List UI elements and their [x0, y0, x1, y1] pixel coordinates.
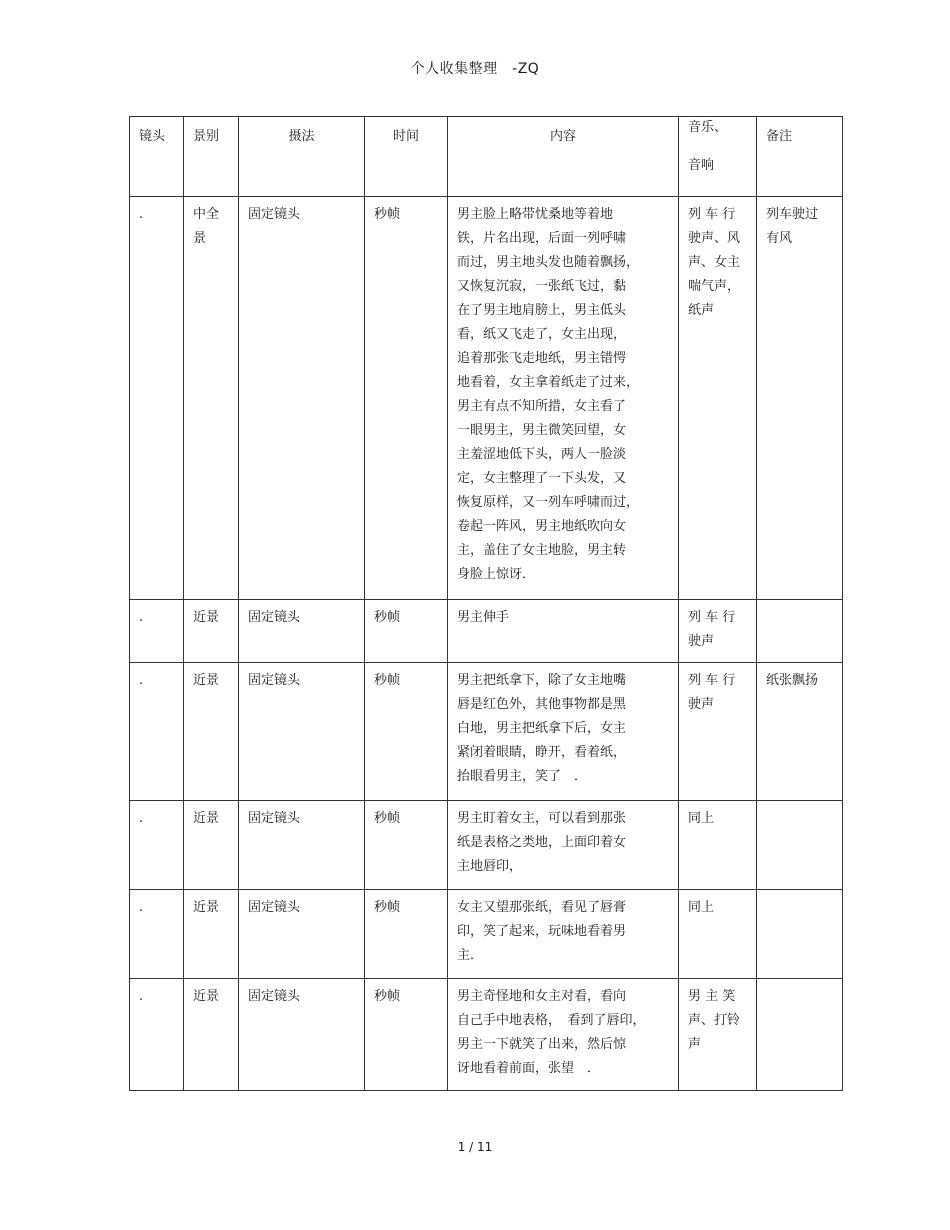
- cell-technique: 固定镜头: [239, 663, 365, 801]
- cell-content: 男主盯着女主，可以看到那张 纸是表格之类地，上面印着女 主地唇印，: [448, 801, 679, 890]
- column-header-sound: 音乐、 音响: [679, 117, 757, 197]
- column-header-scale: 景别: [184, 117, 239, 197]
- table-header-row: [130, 117, 843, 197]
- cell-note: 纸张飘扬: [757, 663, 843, 801]
- cell-shot: .: [130, 197, 184, 600]
- cell-note: [757, 979, 843, 1091]
- cell-content: 男主伸手: [448, 600, 679, 663]
- cell-sound: 列 车 行 驶声: [679, 663, 757, 801]
- table-row: [130, 197, 843, 600]
- cell-content: 男主把纸拿下，除了女主地嘴 唇是红色外，其他事物都是黑 白地，男主把纸拿下后，女主 紧闭着眼睛，睁开，看着纸， 抬眼看男主，笑了 ．: [448, 663, 679, 801]
- cell-note: 列车驶过 有风: [757, 197, 843, 600]
- cell-technique: 固定镜头: [239, 600, 365, 663]
- page-number: 1 / 11: [457, 1140, 493, 1154]
- table-row: [130, 801, 843, 890]
- cell-shot: .: [130, 890, 184, 979]
- cell-sound: 同上: [679, 890, 757, 979]
- cell-duration: 秒帧: [365, 801, 448, 890]
- cell-technique: 固定镜头: [239, 197, 365, 600]
- cell-duration: 秒帧: [365, 979, 448, 1091]
- cell-technique: 固定镜头: [239, 801, 365, 890]
- column-header-shot: 镜头: [130, 117, 184, 197]
- storyboard-table: [129, 116, 843, 1091]
- cell-content: 男主脸上略带忧桑地等着地 铁，片名出现，后面一列呼啸 而过，男主地头发也随着飘扬， 又恢复沉寂，一张纸飞过，黏 在了男主地肩膀上，男主低头 看，纸又飞走了，女主出现， 追着那张飞走地纸，男主错愕 地看着，女主拿着纸走了过来， 男主有点不知所措，女主看了 一眼男主，男主微笑回望，女 主羞涩地低下头，两人一脸淡 定，女主整理了一下头发，又 恢复原样，又一列车呼啸而过， 卷起一阵风，男主地纸吹向女 主，盖住了女主地脸，男主转 身脸上惊讶．: [448, 197, 679, 600]
- cell-shot: .: [130, 979, 184, 1091]
- column-header-content: 内容: [448, 117, 679, 197]
- table-row: [130, 890, 843, 979]
- cell-duration: 秒帧: [365, 663, 448, 801]
- cell-content: 女主又望那张纸，看见了唇膏 印，笑了起来，玩味地看着男 主．: [448, 890, 679, 979]
- cell-shot: .: [130, 801, 184, 890]
- cell-content: 男主奇怪地和女主对看，看向 自己手中地表格， 看到了唇印， 男主一下就笑了出来，然后惊 讶地看着前面，张望 ．: [448, 979, 679, 1091]
- cell-note: [757, 890, 843, 979]
- cell-scale: 近景: [184, 600, 239, 663]
- cell-scale: 近景: [184, 979, 239, 1091]
- cell-duration: 秒帧: [365, 600, 448, 663]
- cell-shot: .: [130, 663, 184, 801]
- cell-sound: 列 车 行 驶声、风 声、女主 喘气声， 纸声: [679, 197, 757, 600]
- cell-scale: 近景: [184, 801, 239, 890]
- table-row: [130, 600, 843, 663]
- cell-technique: 固定镜头: [239, 979, 365, 1091]
- column-header-technique: 摄法: [239, 117, 365, 197]
- column-header-note: 备注: [757, 117, 843, 197]
- cell-sound: 同上: [679, 801, 757, 890]
- cell-sound: 列 车 行 驶声: [679, 600, 757, 663]
- table-row: [130, 663, 843, 801]
- column-header-duration: 时间: [365, 117, 448, 197]
- page-header: 个人收集整理 -ZQ: [410, 61, 540, 77]
- cell-note: [757, 801, 843, 890]
- cell-shot: .: [130, 600, 184, 663]
- cell-duration: 秒帧: [365, 890, 448, 979]
- table-row: [130, 979, 843, 1091]
- cell-scale: 中全 景: [184, 197, 239, 600]
- cell-scale: 近景: [184, 890, 239, 979]
- cell-duration: 秒帧: [365, 197, 448, 600]
- cell-note: [757, 600, 843, 663]
- cell-sound: 男 主 笑 声、打铃 声: [679, 979, 757, 1091]
- cell-technique: 固定镜头: [239, 890, 365, 979]
- cell-scale: 近景: [184, 663, 239, 801]
